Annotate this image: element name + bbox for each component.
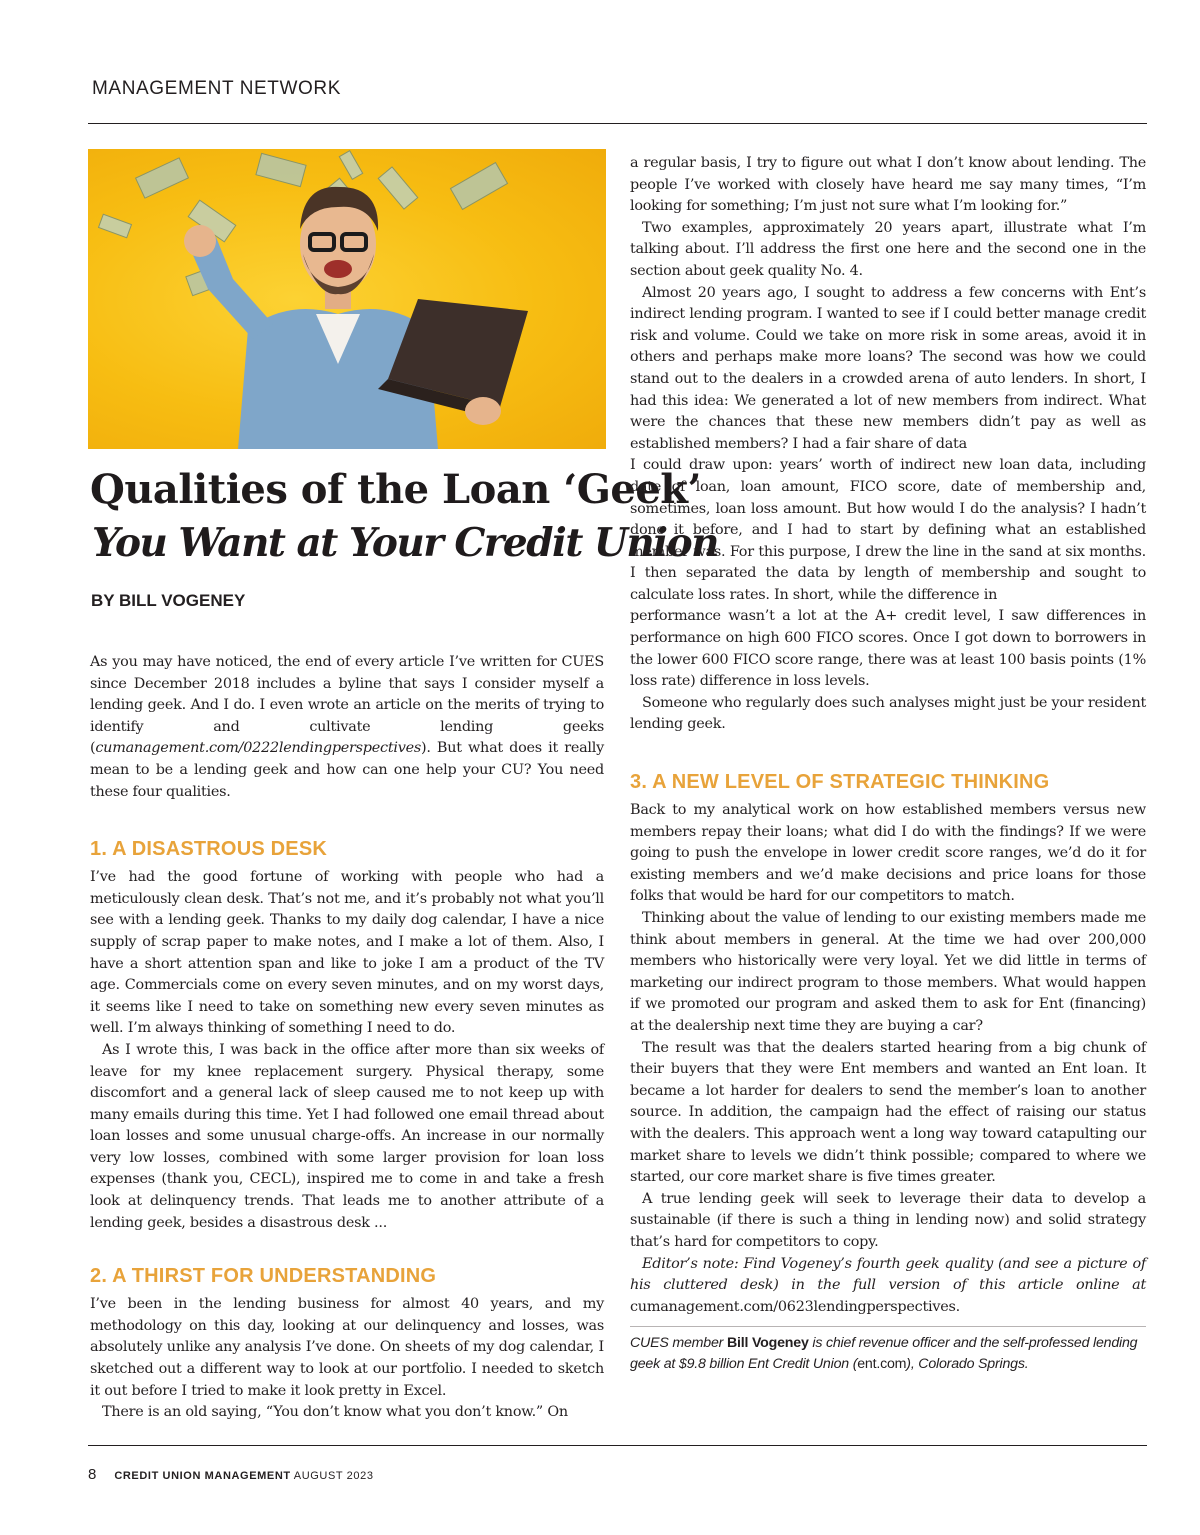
section-1-heading: 1. A DISASTROUS DESK xyxy=(90,838,327,861)
intro-paragraph: As you may have noticed, the end of every article I’ve written for CUES since December 2018 includes a byline that says I consider myself a lending geek. And I do. I even wrote an article on the merits of trying to identify and cultivate lending geeks (cumanagement.com/0222lendingperspectives). But what does it really mean to be a lending geek and how can one help your CU? You need these four qualities. xyxy=(90,654,604,800)
man-with-laptop-money-photo xyxy=(88,149,606,449)
page-number: 8 xyxy=(88,1466,97,1483)
byline: BY BILL VOGENEY xyxy=(91,591,246,610)
left-column xyxy=(90,652,604,1424)
editor-note: Editor’s note: Find Vogeney’s fourth geek quality (and see a picture of his cluttered desk) in the full version of this article online at cumanagement.com/0623lendingperspectives. xyxy=(630,1255,1146,1315)
article-photo xyxy=(88,149,606,449)
section-2-paragraph: Someone who regularly does such analyses might just be your resident lending geek. xyxy=(630,694,1146,733)
section-3-paragraph: A true lending geek will seek to leverage their data to develop a sustainable (if there is such a thing in lending now) and solid strategy that’s hard for competitors to copy. xyxy=(630,1190,1146,1250)
section-2-paragraph: There is an old saying, “You don’t know what you don’t know.” On xyxy=(102,1404,568,1421)
section-header: MANAGEMENT NETWORK xyxy=(92,78,342,99)
section-3-heading: 3. A NEW LEVEL OF STRATEGIC THINKING xyxy=(630,771,1050,794)
section-2-heading: 2. A THIRST FOR UNDERSTANDING xyxy=(90,1265,437,1288)
section-3-paragraph: Thinking about the value of lending to our existing members made me think about members in general. At the time we had over 200,000 members who historically were very loyal. Yet we did little in terms of marketing our indirect program to those members. What would happen if we promoted our program and asked them to ask for Ent (financing) at the dealership next time they are buying a car? xyxy=(630,910,1146,1034)
intro-link[interactable]: cumanagement.com/0222lendingperspectives xyxy=(95,740,422,757)
section-1-paragraph: As I wrote this, I was back in the office after more than six weeks of leave for my knee replacement surgery. Physical therapy, some discomfort and a general lack of sleep caused me to not keep up with many emails during this time. Yet I had followed one email thread about loan losses and some unusual charge-offs. An increase in our normally very low losses, combined with some larger provision for loan loss expenses (thank you, CECL), inspired me to come in and take a fresh look at delinquency trends. That leads me to another attribute of a lending geek, besides a disastrous desk ... xyxy=(90,1041,604,1231)
section-1-paragraph: I’ve had the good fortune of working with people who had a meticulously clean desk. That’s not me, and it’s probably not what you’ll see with a lending geek. Thanks to my daily dog calendar, I have a nice supply of scrap paper to make notes, and I make a lot of them. Also, I have a short attention span and like to joke I am a product of the TV age. Commercials come on every seven minutes, and on my worst days, it seems like I need to take on something new every seven minutes as well. I’m always thinking of something I need to do. xyxy=(90,869,604,1037)
author-name: Bill Vogeney xyxy=(726,1335,809,1352)
section-2-paragraph: Almost 20 years ago, I sought to address a few concerns with Ent’s indirect lending program. I wanted to see if I could better manage credit risk and volume. Could we take on more risk in some areas, avoid it in others and perhaps make more loans? The second was how we could stand out to the dealers in a crowded arena of auto lenders. In short, I had this idea: We generated a lot of new members from indirect. What were the chances that these new members didn’t pay as well as established members? I had a fair share of data xyxy=(630,284,1146,452)
author-bio: CUES member Bill Vogeney is chief revenue officer and the self-professed lending geek at $9.8 billion Ent Credit Union (ent.com), Colorado Springs. xyxy=(630,1335,1138,1373)
top-rule xyxy=(88,123,1147,124)
bio-divider xyxy=(630,1326,1146,1327)
section-3-paragraph: The result was that the dealers started hearing from a big chunk of their buyers that they were Ent members and wanted an Ent loan. It became a lot harder for dealers to send the member’s loan to another source. In addition, the campaign had the effect of raising our status with the dealers. This approach went a long way toward catapulting our market share to levels we didn’t think possible; compared to where we started, our core market share is five times greater. xyxy=(630,1039,1146,1186)
section-2-wrapped-text: I could draw upon: years’ worth of indirect new loan data, including date of loan, loan amount, FICO score, date of membership and, sometimes, loan loss amount. But how would I do the analysis? I hadn’t done it before, and I had to start by defining what an established member was. For this purpose, I drew the line in the sand at six months. I then separated the data by length of membership and sought to calculate loss rates. In short, while the difference in xyxy=(630,457,1146,603)
section-3-paragraph: Back to my analytical work on how established members versus new members repay their loans; what did I do with the findings? If we were going to push the envelope in lower credit score ranges, we’d do it for existing members and we’d make decisions and price loans for those folks that would be hard for our competitors to match. xyxy=(630,802,1146,905)
section-2-paragraph: Two examples, approximately 20 years apart, illustrate what I’m talking about. I’ll address the first one here and the second one in the section about geek quality No. 4. xyxy=(630,219,1146,279)
section-2-paragraph: I’ve been in the lending business for almost 40 years, and my methodology on this day, looking at our delinquency and losses, was absolutely unlike any analysis I’ve done. On sheets of my dog calendar, I sketched out a different way to look at our portfolio. I needed to sketch it out before I tried to make it look pretty in Excel. xyxy=(90,1296,604,1399)
page-footer xyxy=(88,1466,374,1483)
editor-note-link[interactable]: cumanagement.com/0623lendingperspectives. xyxy=(630,1298,960,1315)
section-2-paragraph: performance wasn’t a lot at the A+ credit level, I saw differences in performance on high 600 FICO scores. Once I got down to borrowers in the lower 600 FICO score range, there was at least 100 basis points (1% loss rate) difference in loss levels. xyxy=(630,608,1146,690)
section-2-paragraph: a regular basis, I try to figure out what I don’t know about lending. The people I’ve worked with closely have heard me say many times, “I’m looking for something; I’m just not sure what I’m looking for.” xyxy=(630,155,1146,215)
issue-date: AUGUST 2023 xyxy=(293,1470,374,1482)
article-title: Qualities of the Loan ‘Geek’ xyxy=(90,466,701,513)
right-column xyxy=(630,153,1146,1375)
magazine-name: CREDIT UNION MANAGEMENT xyxy=(114,1470,291,1482)
article-subtitle: You Want at Your Credit Union xyxy=(92,520,718,566)
author-bio-link[interactable]: ent.com xyxy=(857,1356,907,1373)
bottom-rule xyxy=(88,1445,1147,1446)
